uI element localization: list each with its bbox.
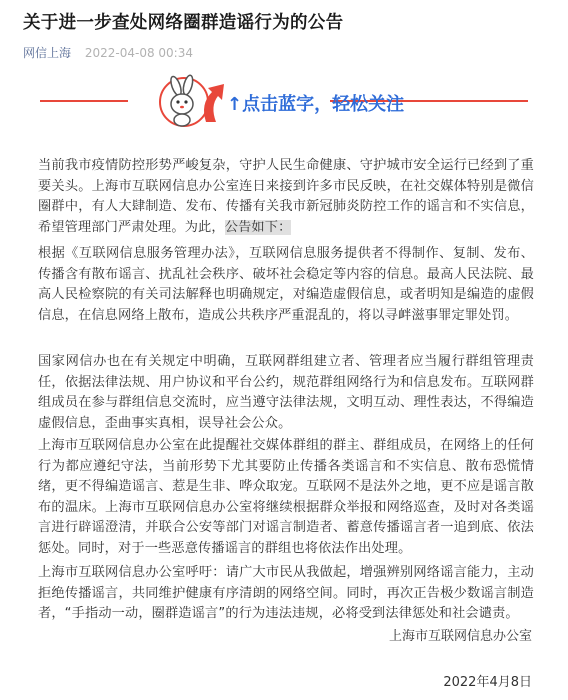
paragraph-1-text: 当前我市疫情防控形势严峻复杂，守护人民生命健康、守护城市安全运行已经到了重要关头。上海市互联网信息办公室连日来接到许多市民反映，在社交媒体特别是微信圈群中，有人大肆制造、发布、传播有关我市新冠肺炎防控工作的谣言和不实信息，希望管理部门严肃处理。为此，	[38, 158, 534, 235]
highlighted-text[interactable]: 公告如下：	[224, 219, 292, 235]
paragraph-4: 上海市互联网信息办公室在此提醒社交媒体群组的群主、群组成员，在网络上的任何行为都应遵纪守法，当前形势下尤其要防止传播各类谣言和不实信息、散布恐慌情绪，更不得编造谣言、惹是生非、哗众取宠。互联网不是法外之地，更不应是谣言散布的温床。上海市互联网信息办公室将继续根据群众举报和网络巡查，及时对各类谣言进行辟谣澄清，并联合公安等部门对谣言制造者、蓄意传播谣言者一追到底、依法惩处。同时，对于一些恶意传播谣言的群组也将依法作出处理。	[38, 438, 534, 556]
article-title: 关于进一步查处网络圈群造谣行为的公告	[23, 13, 344, 33]
publish-time: 2022-04-08 00:34	[84, 46, 193, 60]
sign-date: 2022年4月8日	[443, 675, 532, 690]
signature: 上海市互联网信息办公室	[388, 629, 532, 644]
paragraph-3: 国家网信办也在有关规定中明确，互联网群组建立者、管理者应当履行群组管理责任，依据法律法规、用户协议和平台公约，规范群组网络行为和信息发布。互联网群组成员在参与群组信息交流时，应当遵守法律法规，文明互动、理性表达，不得编造虚假信息，歪曲事实真相，误导社会公众。	[38, 354, 534, 431]
paragraph-5: 上海市互联网信息办公室呼吁：请广大市民从我做起，增强辨别网络谣言能力，主动拒绝传播谣言，共同维护健康有序清朗的网络空间。同时，再次正告极少数谣言制造者，“手指动一动，圈群造谣言”的行为违法违规，必将受到法律惩处和社会谴责。	[38, 565, 534, 621]
rabbit-mascot-icon	[160, 74, 208, 126]
paragraph-1	[38, 156, 534, 238]
account-name-link[interactable]: 网信上海	[23, 46, 72, 60]
arrow-badge	[204, 84, 224, 122]
follow-prompt-label: 点击蓝字，轻松关注	[242, 94, 405, 115]
paragraph-2: 根据《互联网信息服务管理办法》，互联网信息服务提供者不得制作、复制、发布、传播含有散布谣言、扰乱社会秩序、破坏社会稳定等内容的信息。最高人民法院、最高人民检察院的有关司法解释也明确规定，对编造虚假信息，或者明知是编造的虚假信息，在信息网络上散布，造成公共秩序严重混乱的，将以寻衅滋事罪定罪处罚。	[38, 246, 534, 323]
follow-prompt[interactable]	[227, 90, 404, 116]
article-meta	[23, 44, 193, 61]
up-arrow-icon: ↑	[227, 94, 243, 115]
